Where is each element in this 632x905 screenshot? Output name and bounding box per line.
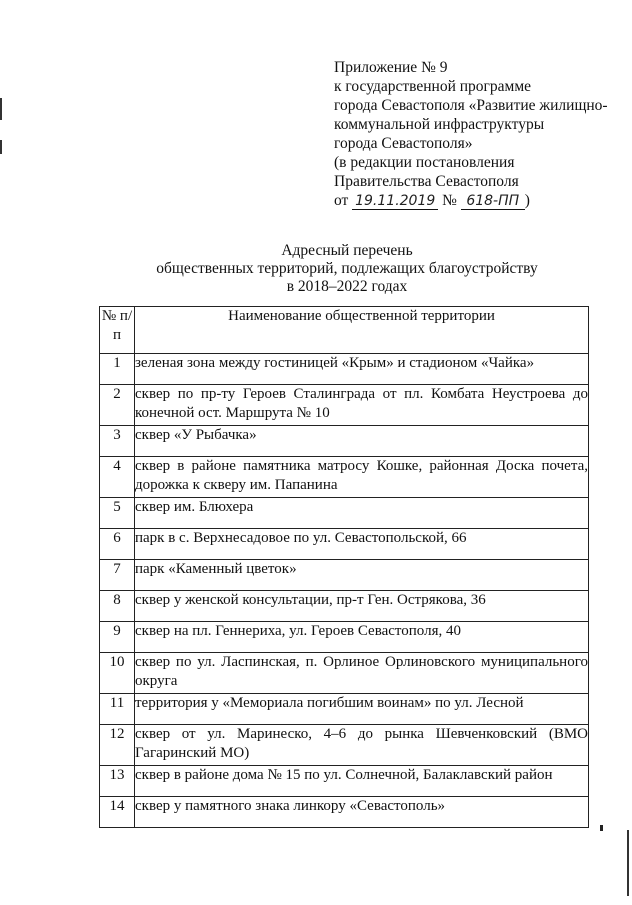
title-line: в 2018–2022 годах: [286, 278, 408, 295]
row-number: 4: [100, 457, 135, 498]
from-prefix: от: [334, 192, 349, 209]
table-row: [100, 622, 589, 653]
territory-name: сквер им. Блюхера: [135, 498, 589, 529]
row-number: 7: [100, 560, 135, 591]
territory-name: сквер в районе дома № 15 по ул. Солнечной, Балаклавский район: [135, 766, 589, 797]
territory-name: парк «Каменный цветок»: [135, 560, 589, 591]
table-row: [100, 354, 589, 385]
row-number: 2: [100, 385, 135, 426]
appendix-program-line: города Севастополя»: [334, 135, 473, 152]
document-title: [100, 242, 594, 296]
territory-name: сквер «У Рыбачка»: [135, 426, 589, 457]
row-number: 1: [100, 354, 135, 385]
table-row: [100, 591, 589, 622]
table-row: [100, 385, 589, 426]
appendix-program-line: города Севастополя «Развитие жилищно-: [334, 97, 608, 114]
appendix-header: [334, 58, 624, 210]
handwritten-number: 618-ПП: [461, 194, 525, 210]
table-row: [100, 725, 589, 766]
title-line: общественных территорий, подлежащих благоустройству: [156, 260, 538, 277]
appendix-edition-line: Правительства Севастополя: [334, 173, 519, 190]
row-number: 13: [100, 766, 135, 797]
table-row: [100, 529, 589, 560]
table-row: [100, 766, 589, 797]
territory-name: сквер от ул. Маринеско, 4–6 до рынка Шевченковский (ВМО Гагаринский МО): [135, 725, 589, 766]
table-row: [100, 457, 589, 498]
scan-edge-mark: [0, 98, 2, 120]
row-number: 12: [100, 725, 135, 766]
row-number: 14: [100, 797, 135, 828]
appendix-resolution-line: [334, 191, 624, 210]
appendix-number: Приложение № 9: [334, 59, 448, 76]
appendix-edition-line: (в редакции постановления: [334, 154, 515, 171]
territory-name: территория у «Мемориала погибшим воинам» по ул. Лесной: [135, 694, 589, 725]
table-row: [100, 560, 589, 591]
closing-paren: ): [524, 192, 530, 209]
territories-table: [99, 306, 589, 828]
territory-name: сквер у женской консультации, пр-т Ген. Острякова, 36: [135, 591, 589, 622]
table-row: [100, 694, 589, 725]
handwritten-date: 19.11.2019: [352, 194, 438, 210]
scan-edge-mark: [0, 140, 2, 154]
table-row: [100, 426, 589, 457]
territory-name: сквер по ул. Ласпинская, п. Орлиное Орлиновского муниципального округа: [135, 653, 589, 694]
territory-name: сквер в районе памятника матросу Кошке, районная Доска почета, дорожка к скверу им. Папанина: [135, 457, 589, 498]
scan-edge-mark: [627, 830, 629, 896]
territory-name: парк в с. Верхнесадовое по ул. Севастопольской, 66: [135, 529, 589, 560]
territory-name: зеленая зона между гостиницей «Крым» и стадионом «Чайка»: [135, 354, 589, 385]
number-sign: №: [442, 192, 457, 209]
table-header-row: [100, 307, 589, 354]
row-number: 8: [100, 591, 135, 622]
appendix-program-line: коммунальной инфраструктуры: [334, 116, 545, 133]
scan-edge-mark: [600, 825, 603, 831]
row-number: 10: [100, 653, 135, 694]
territory-name: сквер у памятного знака линкору «Севастополь»: [135, 797, 589, 828]
appendix-program-line: к государственной программе: [334, 78, 532, 95]
row-number: 3: [100, 426, 135, 457]
title-line: Адресный перечень: [281, 242, 413, 259]
table-body: [100, 354, 589, 828]
row-number: 5: [100, 498, 135, 529]
table-row: [100, 498, 589, 529]
territory-name: сквер по пр-ту Героев Сталинграда от пл. Комбата Неустроева до конечной ост. Маршрута № 10: [135, 385, 589, 426]
table-row: [100, 653, 589, 694]
row-number: 9: [100, 622, 135, 653]
row-number: 11: [100, 694, 135, 725]
table-row: [100, 797, 589, 828]
row-number: 6: [100, 529, 135, 560]
column-header-number: № п/п: [100, 307, 135, 354]
territory-name: сквер на пл. Геннериха, ул. Героев Севастополя, 40: [135, 622, 589, 653]
column-header-name: Наименование общественной территории: [135, 307, 589, 354]
